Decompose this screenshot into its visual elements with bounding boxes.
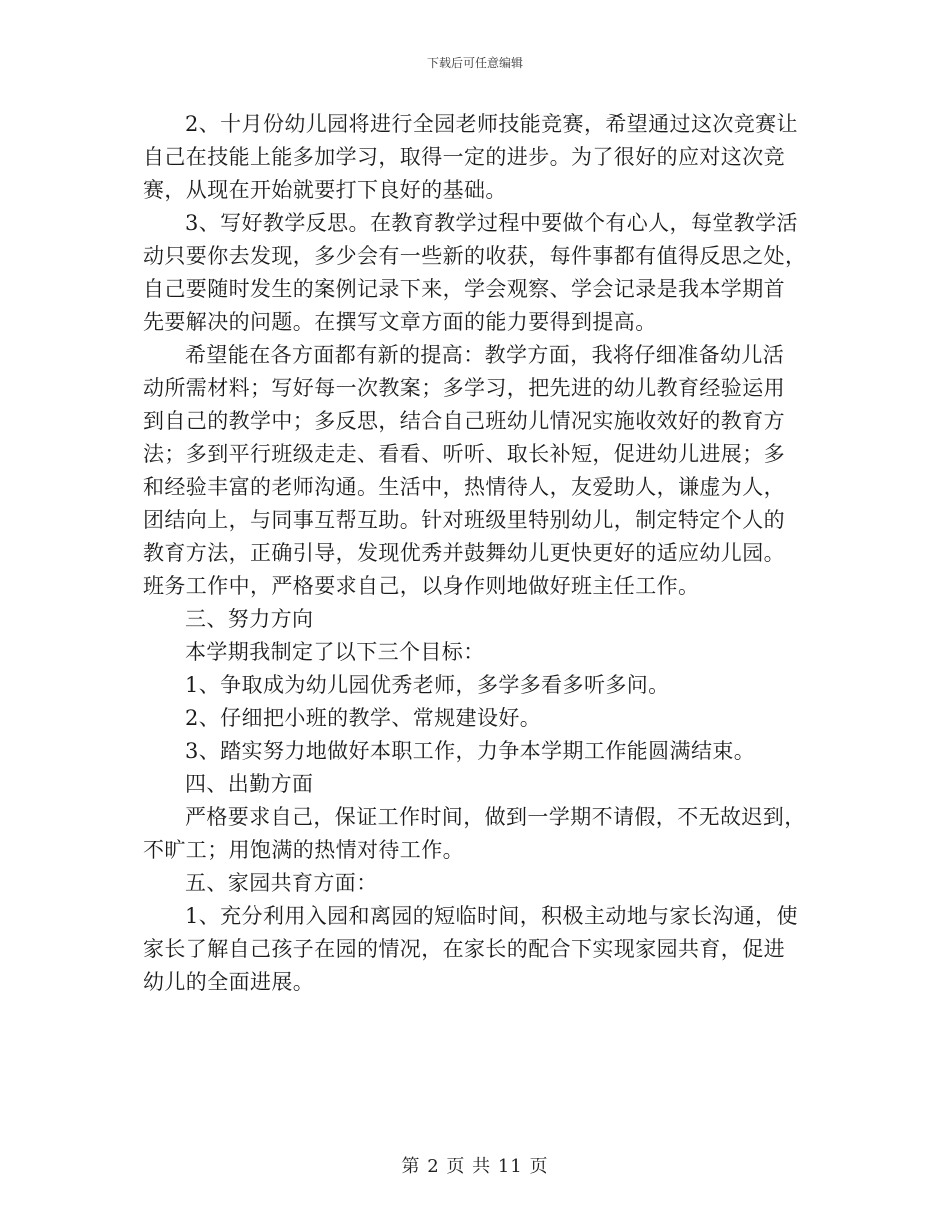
text-line: 三、努力方向 (185, 607, 314, 631)
text-line: 2、仔细把小班的教学、常规建设好。 (185, 706, 542, 730)
text-line: 赛，从现在开始就要打下良好的基础。 (143, 178, 507, 202)
text-line: 自己在技能上能多加学习，取得一定的进步。为了很好的应对这次竞 (143, 145, 785, 169)
paragraph (143, 207, 807, 339)
text-line: 家长了解自己孩子在园的情况，在家长的配合下实现家园共育，促进 (143, 937, 785, 961)
paragraph (143, 603, 807, 636)
text-line: 四、出勤方面 (185, 772, 314, 796)
paragraph (143, 669, 807, 702)
text-line: 先要解决的问题。在撰写文章方面的能力要得到提高。 (143, 310, 657, 334)
text-line: 法；多到平行班级走走、看看、听听、取长补短，促进幼儿进展；多 (143, 442, 785, 466)
text-line: 本学期我制定了以下三个目标： (185, 640, 485, 664)
paragraph (143, 867, 807, 900)
text-line: 班务工作中，严格要求自己，以身作则地做好班主任工作。 (143, 574, 700, 598)
text-line: 1、充分利用入园和离园的短临时间，积极主动地与家长沟通，使 (185, 904, 798, 928)
text-line: 3、写好教学反思。在教育教学过程中要做个有心人，每堂教学活 (185, 211, 798, 235)
paragraph (143, 768, 807, 801)
text-line: 1、争取成为幼儿园优秀老师，多学多看多听多问。 (185, 673, 670, 697)
text-line: 不旷工；用饱满的热情对待工作。 (143, 838, 464, 862)
paragraph (143, 900, 807, 999)
text-line: 3、踏实努力地做好本职工作，力争本学期工作能圆满结束。 (185, 739, 756, 763)
text-line: 自己要随时发生的案例记录下来，学会观察、学会记录是我本学期首 (143, 277, 785, 301)
text-line: 动所需材料；写好每一次教案；多学习，把先进的幼儿教育经验运用 (143, 376, 785, 400)
text-line: 严格要求自己，保证工作时间，做到一学期不请假，不无故迟到， (185, 805, 806, 829)
paragraph (143, 636, 807, 669)
text-line: 动只要你去发现，多少会有一些新的收获，每件事都有值得反思之处， (143, 244, 807, 268)
text-line: 希望能在各方面都有新的提高：教学方面，我将仔细准备幼儿活 (185, 343, 785, 367)
paragraph (143, 702, 807, 735)
document-body (143, 108, 807, 999)
paragraph (143, 108, 807, 207)
text-line: 团结向上，与同事互帮互助。针对班级里特别幼儿，制定特定个人的 (143, 508, 785, 532)
text-line: 教育方法，正确引导，发现优秀并鼓舞幼儿更快更好的适应幼儿园。 (143, 541, 785, 565)
text-line: 2、十月份幼儿园将进行全园老师技能竞赛，希望通过这次竞赛让 (185, 112, 798, 136)
page-footer: 第 2 页 共 11 页 (401, 1156, 549, 1177)
page-header: 下载后可任意编辑 (426, 56, 523, 70)
text-line: 五、家园共育方面： (185, 871, 378, 895)
paragraph (143, 339, 807, 603)
paragraph (143, 735, 807, 768)
text-line: 和经验丰富的老师沟通。生活中，热情待人，友爱助人，谦虚为人， (143, 475, 785, 499)
text-line: 到自己的教学中；多反思，结合自己班幼儿情况实施收效好的教育方 (143, 409, 785, 433)
text-line: 幼儿的全面进展。 (143, 970, 315, 994)
paragraph (143, 801, 807, 867)
